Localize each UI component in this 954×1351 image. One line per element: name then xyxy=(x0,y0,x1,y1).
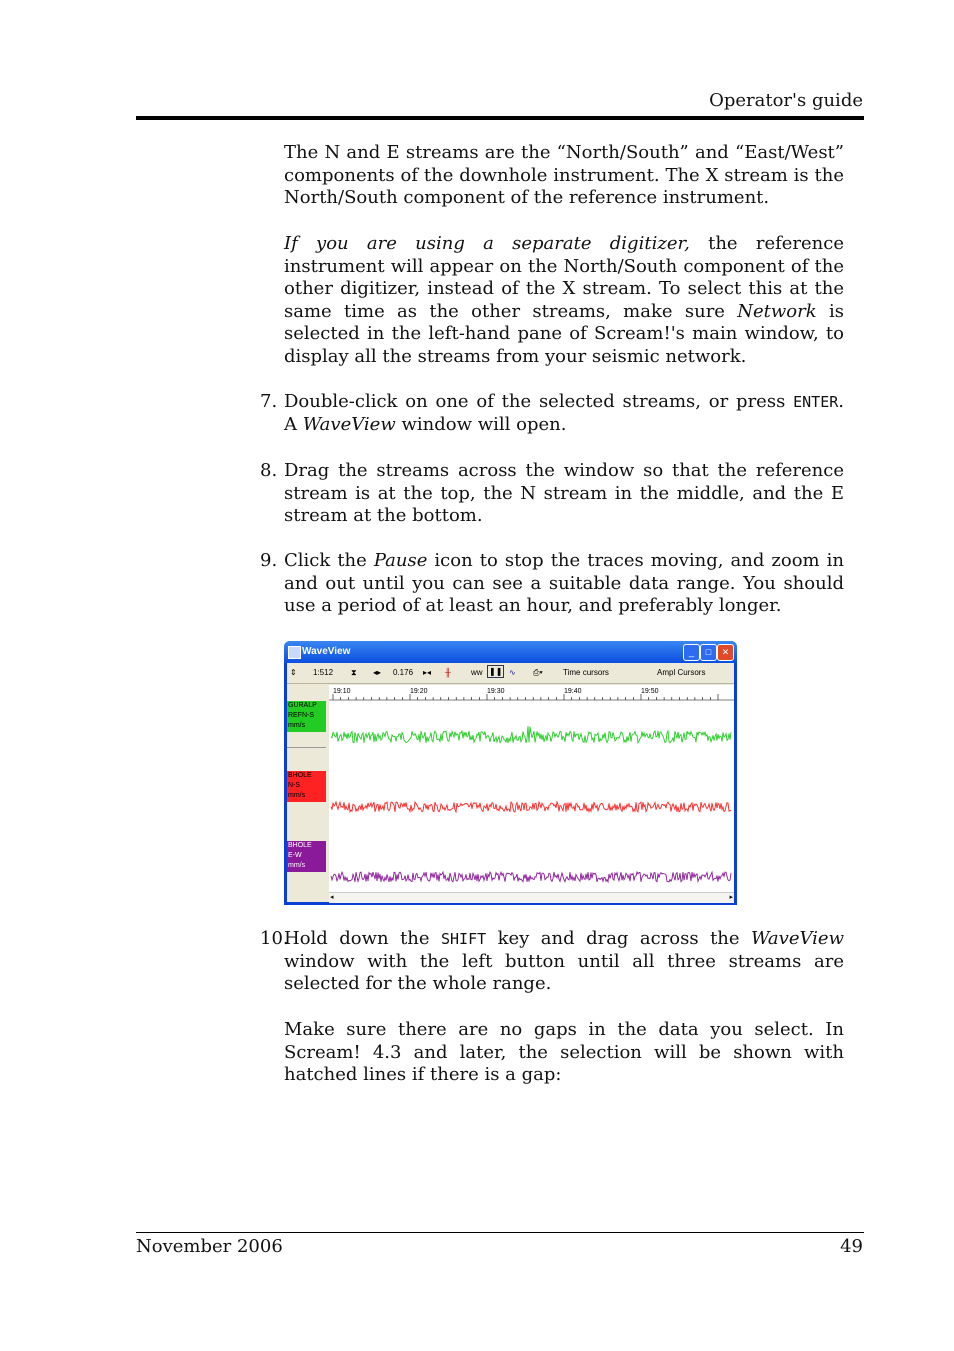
channel-label-line: REFN-S xyxy=(288,712,315,719)
maximize-icon[interactable]: □ xyxy=(700,644,717,661)
header-rule xyxy=(136,116,864,120)
close-icon[interactable]: ✕ xyxy=(717,644,734,661)
channel-label-north-south[interactable] xyxy=(287,771,326,802)
paragraph-streams: The N and E streams are the “North/South” and “East/West” components of the downhole instrument. The X stream is the North/South component of the reference instrument. xyxy=(284,142,844,209)
scroll-left-icon[interactable]: ◂ xyxy=(330,894,334,901)
gain-value: 0.176 xyxy=(393,668,414,677)
italic-lead: If you are using a separate digitizer, xyxy=(284,233,690,254)
key-shift: SHIFT xyxy=(441,930,487,948)
time-tick-label: 19:10 xyxy=(333,688,351,695)
time-tick-label: 19:50 xyxy=(641,688,659,695)
pause-icon[interactable]: ❚❚ xyxy=(489,667,503,676)
print-icon[interactable]: ⎙▾ xyxy=(533,668,543,677)
step-text: Drag the streams across the window so that the reference stream is at the top, the N stream in the middle, and the E stream at the bottom. xyxy=(284,460,844,527)
waveview-term: WaveView xyxy=(302,413,396,435)
trace-line xyxy=(331,726,731,743)
ampl-cursors-label[interactable]: Ampl Cursors xyxy=(657,668,706,677)
step-number: 8. xyxy=(260,460,278,481)
spectrum-icon[interactable]: ∿ xyxy=(509,668,516,677)
app-icon xyxy=(288,646,301,659)
paragraph-separate-digitizer xyxy=(284,233,844,369)
text-c: window will open. xyxy=(395,413,567,435)
pause-term: Pause xyxy=(373,550,428,571)
network-term: Network xyxy=(737,300,817,322)
filter-icon[interactable]: ww xyxy=(471,668,483,677)
running-header: Operator's guide xyxy=(709,90,863,111)
step-number: 10. xyxy=(260,928,289,949)
text-c: window with the left button until all three streams are selected for the whole range. xyxy=(284,950,844,995)
step-10 xyxy=(260,928,844,996)
step-7 xyxy=(260,391,844,436)
channel-label-line: BHOLE xyxy=(288,842,312,849)
minimize-icon[interactable]: _ xyxy=(683,644,700,661)
time-tick-label: 19:40 xyxy=(564,688,582,695)
scroll-right-icon[interactable]: ▸ xyxy=(729,894,733,901)
text-b: . A xyxy=(284,391,844,435)
channel-label-line: mm/s xyxy=(288,862,306,869)
text-a: Hold down the xyxy=(284,928,441,949)
text-b: icon to stop the traces moving, and zoom in and out until you can see a suitable data range. You should use a period of at least an hour, and preferably longer. xyxy=(284,550,844,617)
channel-pane xyxy=(287,685,327,892)
paragraph-gaps: Make sure there are no gaps in the data you select. In Scream! 4.3 and later, the selection will be shown with hatched lines if there is a gap: xyxy=(284,1019,844,1086)
waveview-term: WaveView xyxy=(751,928,844,949)
trace-line xyxy=(331,872,731,882)
updown-icon[interactable]: ⇕ xyxy=(290,668,297,677)
trigger-icon[interactable]: ╫ xyxy=(445,668,451,677)
horizontal-scrollbar[interactable] xyxy=(329,892,734,903)
text-b: key and drag across the xyxy=(486,928,751,949)
toolbar xyxy=(287,663,734,684)
hzoom-icon[interactable]: ▸◂ xyxy=(423,668,432,677)
channel-label-line: mm/s xyxy=(288,792,306,799)
trace-plot[interactable] xyxy=(329,685,734,892)
text-a: the reference instrument will appear on the North/South component of the other digitizer, instead of the X stream. To select this at the same time as the other streams, make sure xyxy=(284,233,845,322)
footer-date: November 2006 xyxy=(136,1236,283,1257)
channel-label-line: GURALP xyxy=(288,702,317,709)
time-cursors-label[interactable]: Time cursors xyxy=(563,668,609,677)
text-b: is selected in the left-hand pane of Scream!'s main window, to display all the streams from your seismic network. xyxy=(284,300,844,367)
channel-label-east-west[interactable] xyxy=(287,841,326,872)
vzoom-icon[interactable]: ⧗ xyxy=(351,668,357,677)
channel-label-reference[interactable] xyxy=(287,701,326,732)
zoom-value: 1:512 xyxy=(313,668,334,677)
footer-rule xyxy=(136,1232,864,1233)
text-a: Double-click on one of the selected streams, or press xyxy=(284,391,794,412)
text-a: Click the xyxy=(284,550,374,571)
waveview-window xyxy=(284,641,737,905)
page-number: 49 xyxy=(840,1236,863,1257)
step-number: 7. xyxy=(260,391,278,412)
step-9 xyxy=(260,550,844,618)
window-title: WaveView xyxy=(302,646,351,657)
window-client xyxy=(287,663,734,902)
time-tick-label: 19:20 xyxy=(410,688,428,695)
divider xyxy=(287,747,326,748)
trace-line xyxy=(331,802,731,812)
channel-label-line: mm/s xyxy=(288,722,306,729)
key-enter: ENTER xyxy=(793,393,839,411)
step-8 xyxy=(260,460,844,528)
step-number: 9. xyxy=(260,550,278,571)
channel-label-line: N-S xyxy=(288,782,301,789)
channel-label-line: BHOLE xyxy=(288,772,312,779)
leftright-icon[interactable]: ◂▸ xyxy=(373,668,382,677)
channel-label-line: E-W xyxy=(288,852,302,859)
time-tick-label: 19:30 xyxy=(487,688,505,695)
title-bar xyxy=(284,641,737,663)
